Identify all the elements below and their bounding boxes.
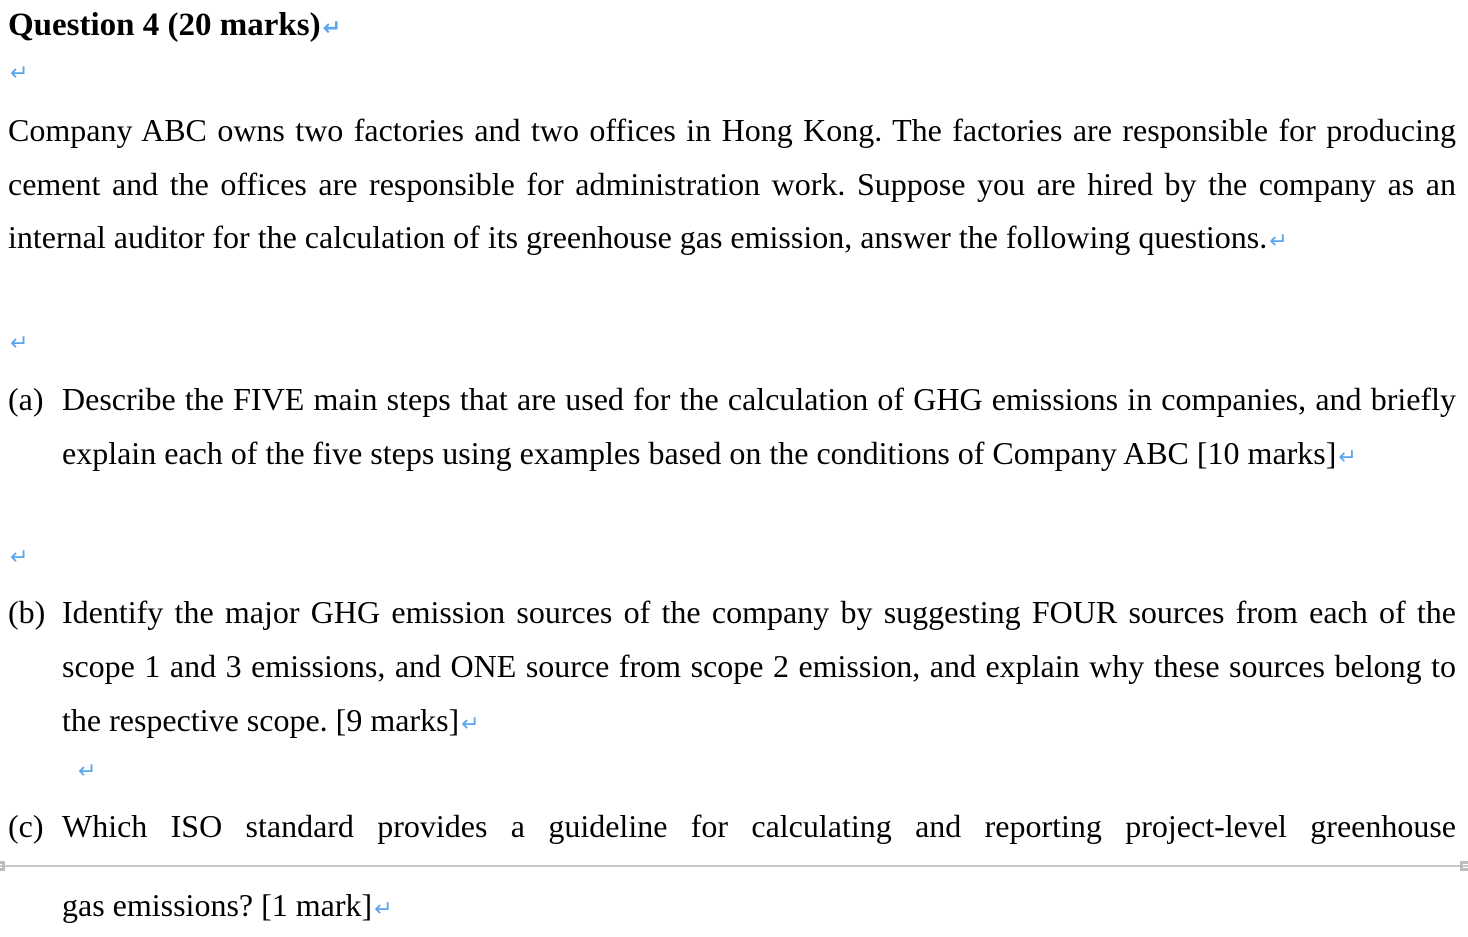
question-b [8, 585, 1456, 752]
paragraph-mark-icon: ↵ [1338, 445, 1357, 470]
question-a [8, 372, 1456, 485]
paragraph-mark-icon: ↵ [322, 16, 342, 41]
empty-paragraph [8, 542, 28, 573]
question-title-text: Question 4 (20 marks) [8, 7, 321, 43]
question-title [8, 2, 341, 52]
paragraph-mark-icon: ↵ [1269, 229, 1288, 254]
empty-paragraph [8, 328, 28, 359]
page-corner-marker-right [1460, 861, 1468, 871]
paragraph-mark-icon: ↵ [78, 759, 97, 784]
page-break-divider [0, 865, 1468, 867]
question-c-label: (c) [8, 808, 44, 844]
question-c-text: Which ISO standard provides a guideline for calculating and reporting project-level greenhouse [62, 808, 1456, 844]
empty-paragraph [8, 58, 28, 89]
question-c-continuation-text: gas emissions? [1 mark] [62, 887, 373, 923]
intro-paragraph [8, 104, 1456, 269]
empty-paragraph [76, 756, 96, 787]
question-a-text: Describe the FIVE main steps that are used for the calculation of GHG emissions in companies, and briefly explain each of the five steps using examples based on the conditions of Company ABC [10 marks] [62, 381, 1456, 471]
intro-text: Company ABC owns two factories and two offices in Hong Kong. The factories are responsible for producing cement and the offices are responsible for administration work. Suppose you are hired by the company as an internal auditor for the calculation of its greenhouse gas emission, answer the following questions. [8, 112, 1456, 255]
paragraph-mark-icon: ↵ [461, 712, 480, 737]
page-corner-marker-left [0, 861, 5, 871]
question-b-label: (b) [8, 594, 46, 630]
paragraph-mark-icon: ↵ [10, 545, 29, 570]
question-a-label: (a) [8, 381, 44, 417]
question-b-text: Identify the major GHG emission sources of the company by suggesting FOUR sources from each of the scope 1 and 3 emissions, and ONE source from scope 2 emission, and explain why these sources belong to the respective scope. [9 marks] [62, 594, 1456, 738]
paragraph-mark-icon: ↵ [10, 61, 29, 86]
paragraph-mark-icon: ↵ [374, 897, 393, 922]
paragraph-mark-icon: ↵ [10, 331, 29, 356]
question-c [8, 799, 1456, 853]
question-c-continuation [62, 878, 393, 937]
